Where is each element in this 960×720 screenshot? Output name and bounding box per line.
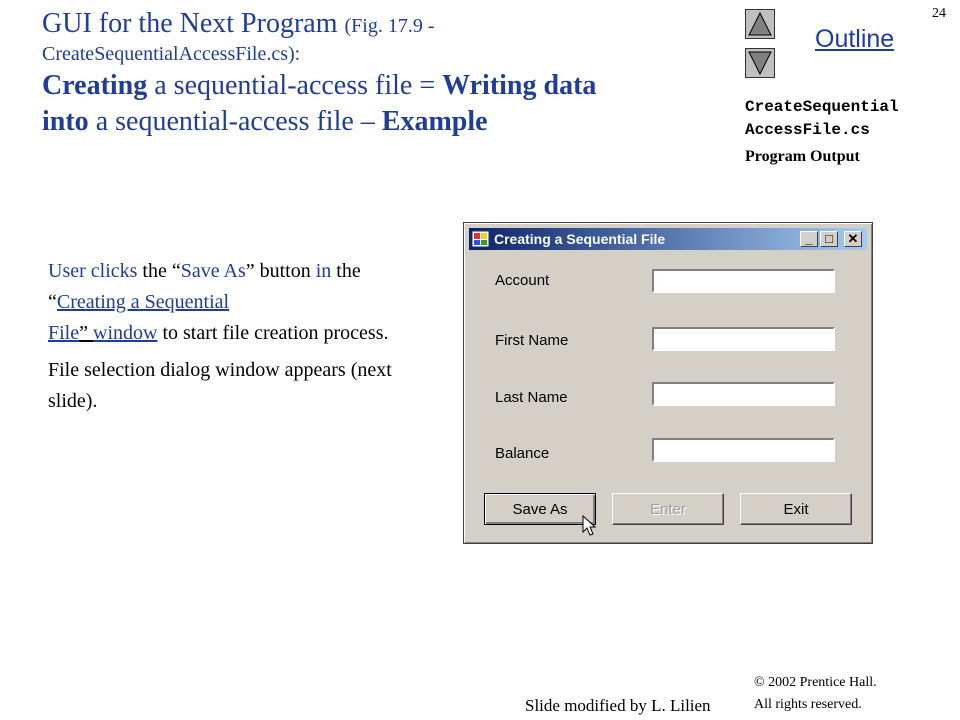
text: the “ <box>137 260 181 282</box>
paragraph-instructions <box>48 256 418 349</box>
previous-slide-button[interactable] <box>745 9 775 39</box>
title-main: GUI for the Next Program <box>42 8 338 39</box>
window-title: Creating a Sequential File <box>494 231 666 247</box>
enter-button[interactable]: Enter <box>612 493 724 525</box>
title-file-name: CreateSequentialAccessFile.cs): <box>42 43 301 65</box>
text-in: in <box>315 260 332 282</box>
mouse-pointer-icon <box>582 515 596 537</box>
copyright-line: All rights reserved. <box>754 697 862 712</box>
window-name-link[interactable]: File <box>48 322 80 344</box>
slide-modified-note: Slide modified by L. Lilien <box>525 696 711 715</box>
paragraph-dialog-note: File selection dialog window appears (next slide). <box>48 359 392 412</box>
text: ” <box>79 322 94 344</box>
title-subtitle <box>42 68 702 140</box>
copyright-line: © 2002 Prentice Hall. <box>754 675 877 690</box>
window-titlebar[interactable] <box>469 228 867 250</box>
title-text: a sequential-access file = <box>147 70 443 101</box>
maximize-button[interactable]: □ <box>820 231 838 247</box>
first-name-label: First Name <box>495 332 569 349</box>
account-label: Account <box>495 272 550 289</box>
exit-button[interactable]: Exit <box>740 493 852 525</box>
first-name-field[interactable] <box>652 327 835 351</box>
app-window <box>463 222 873 544</box>
triangle-down-icon <box>746 49 774 77</box>
side-file-name <box>745 96 899 142</box>
window-name-link[interactable]: window <box>93 322 158 344</box>
balance-label: Balance <box>495 445 550 462</box>
title-word-into: into <box>42 106 89 137</box>
page-number: 24 <box>932 6 946 21</box>
app-icon <box>472 231 489 247</box>
title-text: a sequential-access file – <box>88 106 382 137</box>
copyright-notice <box>754 672 877 716</box>
text: to start file creation process. <box>157 322 389 344</box>
text: ” button <box>245 260 316 282</box>
side-program-output: Program Output <box>745 148 860 165</box>
side-file-name-line: CreateSequential <box>745 98 899 116</box>
title-word-example: Example <box>381 106 488 137</box>
account-field[interactable] <box>652 269 835 293</box>
last-name-field[interactable] <box>652 382 835 406</box>
title-fig-ref: (Fig. 17.9 - <box>344 15 435 37</box>
side-file-name-line: AccessFile.cs <box>745 121 870 139</box>
close-button[interactable]: ✕ <box>844 231 862 247</box>
next-slide-button[interactable] <box>745 48 775 78</box>
window-name-link[interactable]: Creating a Sequential <box>56 291 230 313</box>
body-text <box>48 256 418 423</box>
title-word-writing: Writing data <box>442 70 597 101</box>
title-word-creating: Creating <box>42 70 148 101</box>
outline-link[interactable]: Outline <box>815 25 895 53</box>
text-user-clicks: User clicks <box>48 260 138 282</box>
balance-field[interactable] <box>652 438 835 462</box>
save-as-button[interactable]: Save As <box>484 493 596 525</box>
minimize-button[interactable]: _ <box>800 231 818 247</box>
text-save-as: Save As <box>180 260 246 282</box>
text: the “ <box>48 260 361 313</box>
slide-title <box>42 8 702 140</box>
last-name-label: Last Name <box>495 389 568 406</box>
triangle-up-icon <box>746 10 774 38</box>
